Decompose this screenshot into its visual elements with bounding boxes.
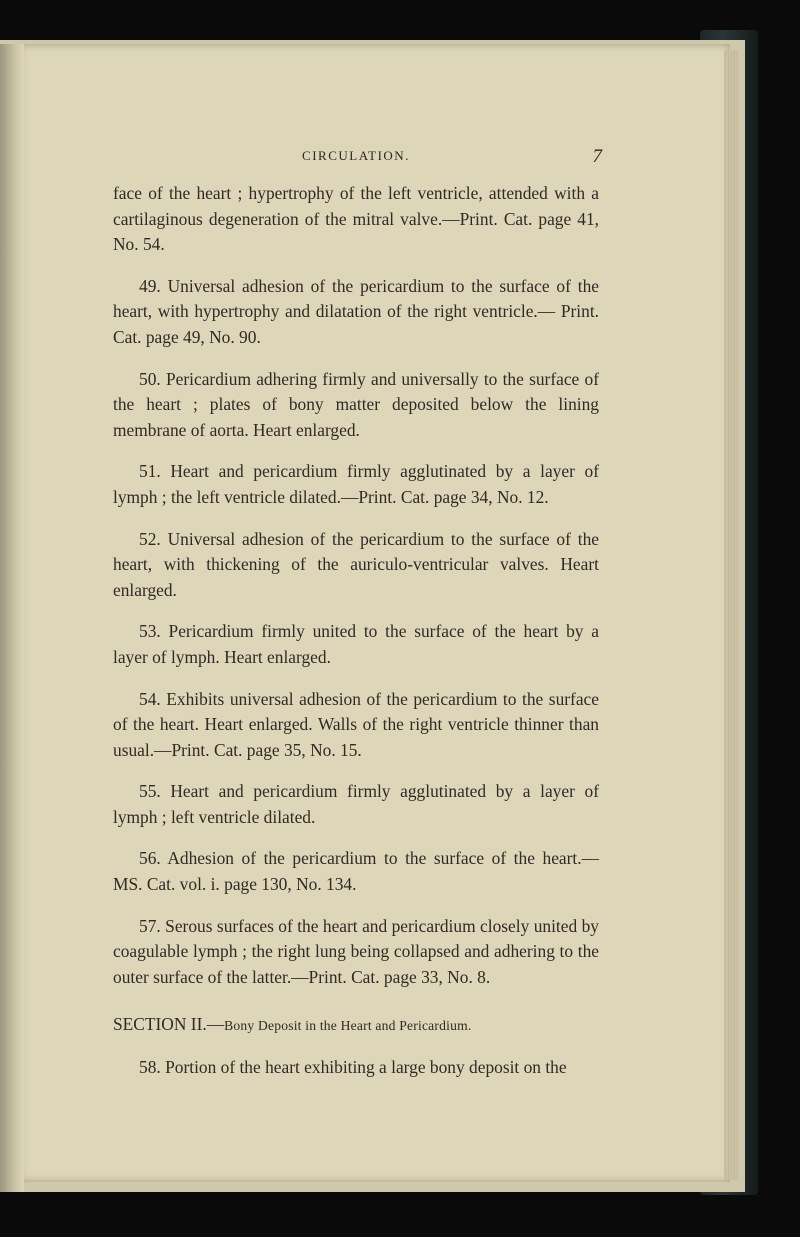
paragraph-continuation: face of the heart ; hypertrophy of the left ventricle, attended with a cartilaginous degeneration of the mitral valve.—Print. Cat. page 41, No. 54.: [113, 183, 599, 255]
catalogue-entry-58: 58. Portion of the heart exhibiting a large bony deposit on the: [139, 1057, 567, 1078]
book-gutter: [0, 44, 24, 1192]
catalogue-entry-49: 49. Universal adhesion of the pericardium to the surface of the heart, with hypertrophy and dilatation of the right ventricle.— Print. Cat. page 49, No. 90.: [113, 275, 599, 347]
catalogue-entry-56: 56. Adhesion of the pericardium to the surface of the heart.— MS. Cat. vol. i. page 130, No. 134.: [113, 848, 599, 895]
section-heading: [113, 1012, 599, 1039]
running-head: CIRCULATION.: [302, 148, 410, 163]
catalogue-entry-55: 55. Heart and pericardium firmly agglutinated by a layer of lymph ; left ventricle dilated.: [113, 781, 599, 827]
catalogue-entry-50: 50. Pericardium adhering firmly and universally to the surface of the heart ; plates of bony matter deposited below the lining membrane of aorta. Heart enlarged.: [113, 368, 599, 440]
page-number: 7: [592, 146, 602, 167]
page-header: [110, 148, 602, 172]
catalogue-entry-54: 54. Exhibits universal adhesion of the pericardium to the surface of the heart. Heart enlarged. Walls of the right ventricle thinner than usual.—Print. Cat. page 35, No. 15.: [113, 688, 599, 760]
page-fore-edge: [724, 50, 738, 1180]
catalogue-entry-53: 53. Pericardium firmly united to the surface of the heart by a layer of lymph. Heart enlarged.: [113, 621, 599, 667]
page-body: [113, 181, 599, 1097]
catalogue-entry-52: 52. Universal adhesion of the pericardium to the surface of the heart, with thickening of the auriculo-ventricular valves. Heart enlarged.: [113, 528, 599, 600]
catalogue-entry-57: 57. Serous surfaces of the heart and pericardium closely united by coagulable lymph ; the right lung being collapsed and adhering to the outer surface of the latter.—Print. Cat. page 33, No. 8.: [113, 915, 599, 987]
catalogue-entry-51: 51. Heart and pericardium firmly agglutinated by a layer of lymph ; the left ventricle dilated.—Print. Cat. page 34, No. 12.: [113, 461, 599, 507]
section-label: SECTION II.—: [113, 1014, 225, 1035]
section-title: Bony Deposit in the Heart and Pericardium.: [224, 1018, 472, 1034]
